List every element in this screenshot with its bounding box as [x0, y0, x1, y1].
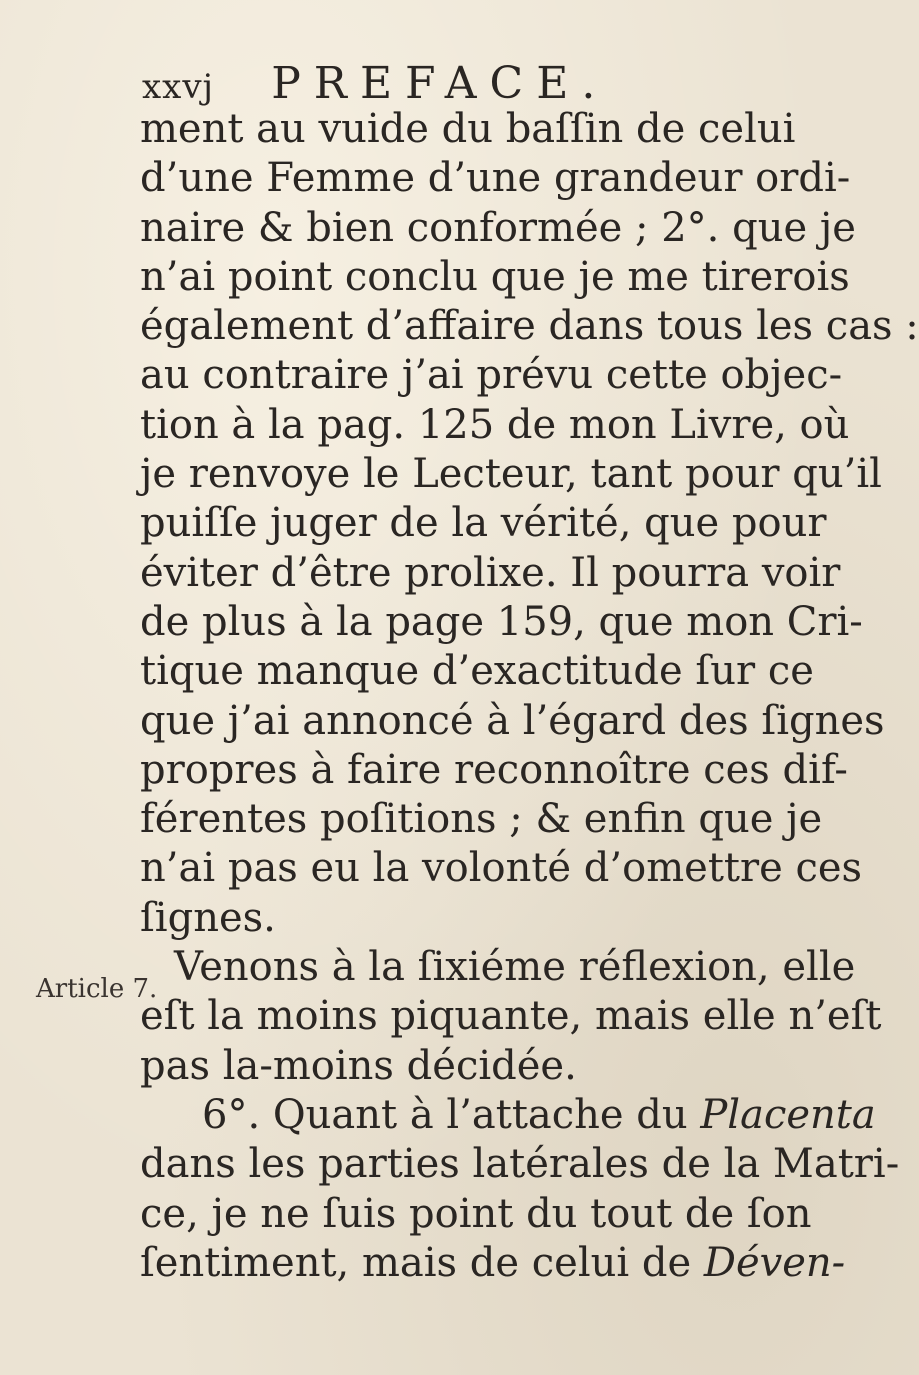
text-line: propres à faire reconnoître ces dif-	[140, 746, 848, 793]
text-line: de plus à la page 159, que mon Cri-	[140, 598, 863, 645]
body-text	[140, 105, 919, 1288]
running-title: PREFACE.	[271, 58, 609, 109]
text-line: eſt la moins piquante, mais elle n’eſt	[140, 993, 882, 1040]
text-line-placenta	[140, 1091, 876, 1140]
text-line: naire & bien conformée ; 2°. que je	[140, 204, 856, 251]
text-line: puiſſe juger de la vérité, que pour	[140, 500, 827, 547]
text-line: dans les parties latérales de la Matri-	[140, 1141, 900, 1188]
running-head	[142, 58, 742, 108]
text-line: éviter d’être prolixe. Il pourra voir	[140, 549, 841, 596]
page-number: xxvj	[142, 67, 215, 107]
italic-word-deventer: Déven-	[703, 1239, 846, 1286]
text-line: au contraire j’ai prévu cette objec-	[140, 352, 843, 399]
text-segment: 6°. Quant à l’attache du	[202, 1091, 701, 1138]
text-line: je renvoye le Lecteur, tant pour qu’il	[140, 451, 882, 498]
text-line: tion à la pag. 125 de mon Livre, où	[140, 401, 850, 448]
text-segment: ſentiment, mais de celui de	[140, 1239, 704, 1286]
text-line-deventer	[140, 1239, 846, 1288]
italic-word-placenta: Placenta	[700, 1091, 876, 1138]
marginal-note-article: Article 7.	[36, 974, 158, 1004]
text-line: n’ai point conclu que je me tirerois	[140, 253, 850, 300]
text-line: férentes poſitions ; & enfin que je	[140, 796, 823, 843]
text-line: d’une Femme d’une grandeur ordi-	[140, 155, 851, 202]
text-line: ment au vuide du baſſin de celui	[140, 106, 796, 152]
text-line: pas la-moins décidée.	[140, 1042, 577, 1089]
text-line: ce, je ne ſuis point du tout de ſon	[140, 1190, 812, 1237]
text-line: tique manque d’exactitude ſur ce	[140, 648, 814, 695]
text-line: Venons à la ſixiéme réflexion, elle	[174, 944, 856, 991]
text-line: ſignes.	[140, 894, 276, 941]
text-line: que j’ai annoncé à l’égard des ſignes	[140, 697, 885, 744]
text-line: également d’affaire dans tous les cas :	[140, 303, 919, 350]
text-line: n’ai pas eu la volonté d’omettre ces	[140, 845, 863, 892]
